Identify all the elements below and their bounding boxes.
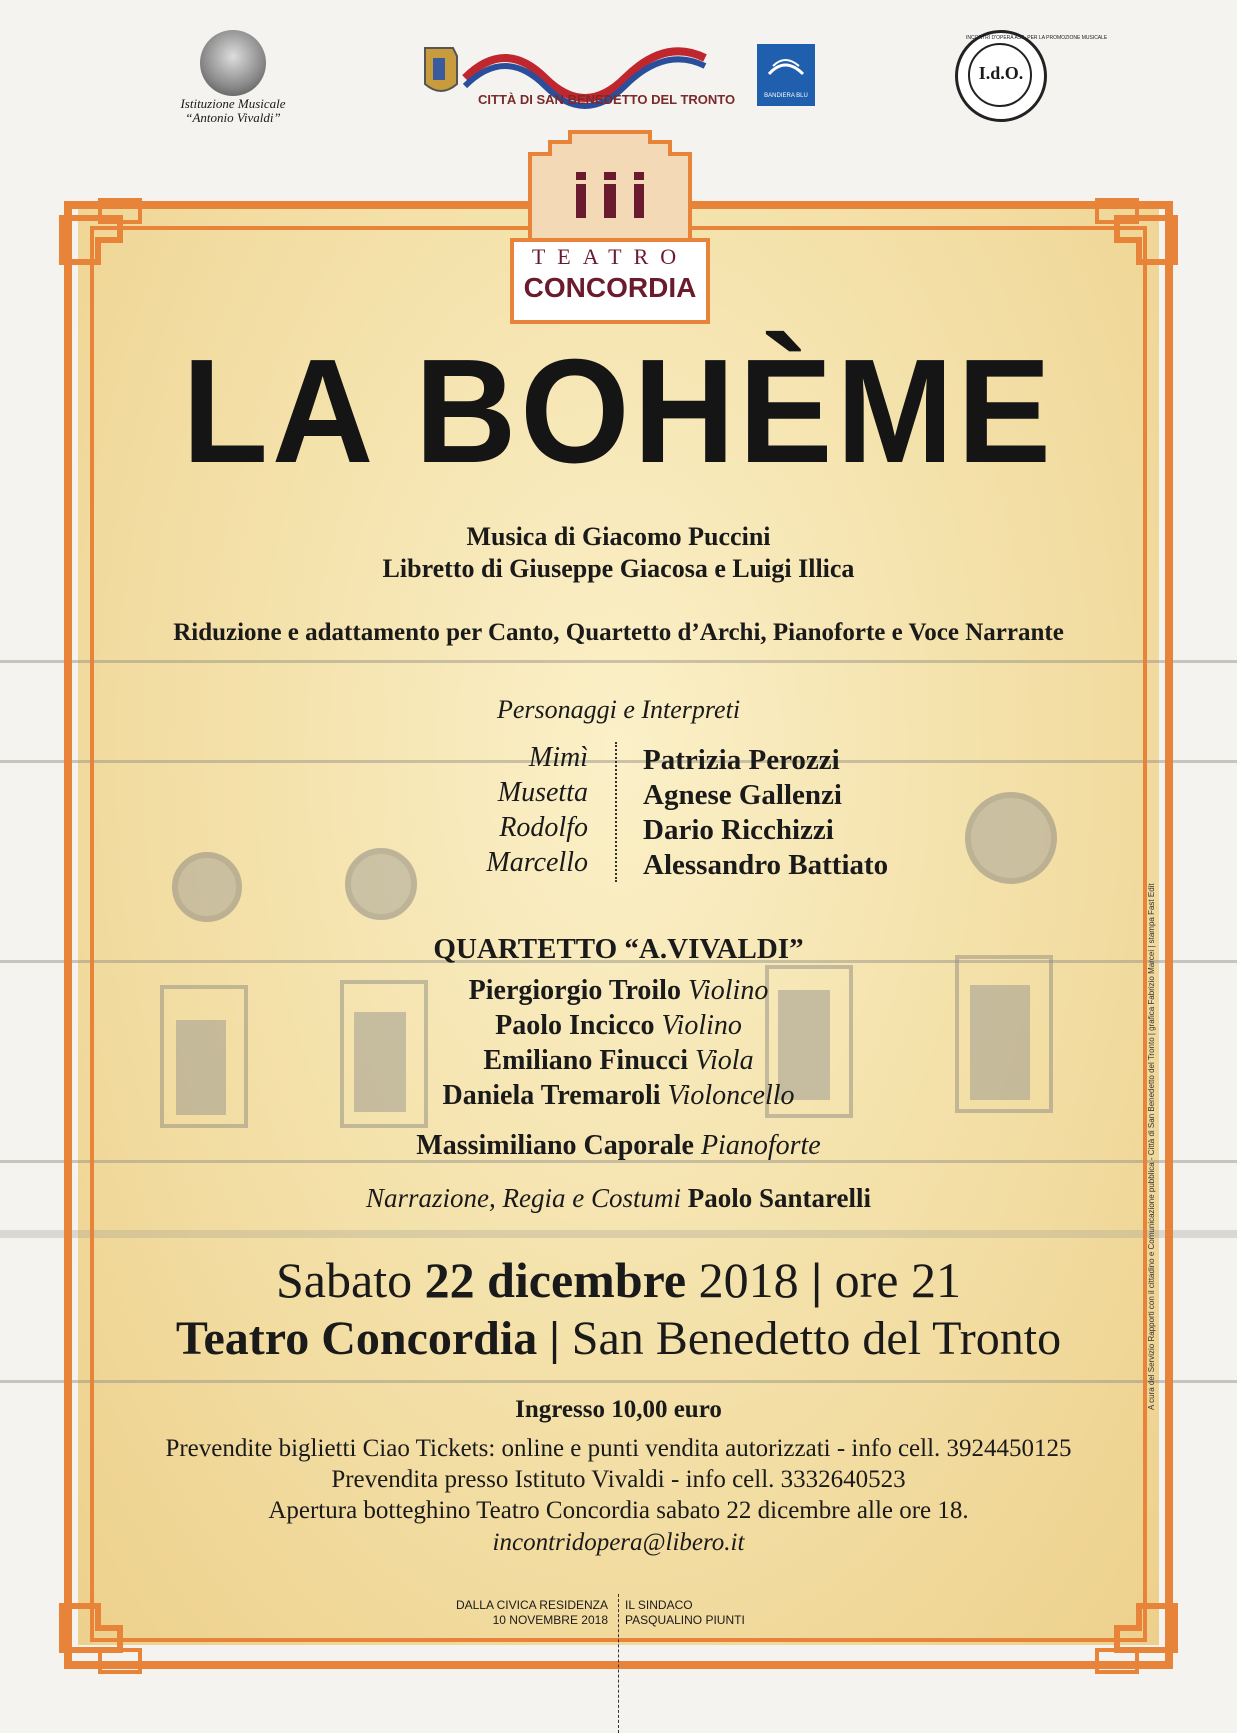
footer-left-line2: 10 NOVEMBRE 2018 [492,1613,608,1627]
contact-email[interactable]: incontridopera@libero.it [492,1529,745,1556]
venue-separator: | [549,1312,560,1365]
libretto-credit: Libretto di Giuseppe Giacosa e Luigi Illica [382,554,855,583]
event-venue [0,1310,1237,1368]
date-prefix: Sabato [276,1252,413,1308]
narration-line [0,1183,1237,1214]
quartet-member [0,975,1237,1007]
date-separator: | [811,1252,823,1308]
footer-right-line2: PASQUALINO PIUNTI [625,1613,745,1627]
pianist-line [0,1130,1237,1162]
pianist-name: Massimiliano Caporale [416,1130,694,1161]
vivaldi-portrait-icon [200,30,266,96]
cast-role: Mimì [528,742,588,773]
footer-left-line1: DALLA CIVICA RESIDENZA [455,1598,608,1612]
quartet-member-instrument: Violoncello [667,1080,795,1111]
info-line: Prevendita presso Istituto Vivaldi - info cell. 3332640523 [331,1466,906,1493]
ido-ring-text: INCONTRI D'OPERA ASS. PER LA PROMOZIONE MUSICALE [966,35,1108,41]
quartet-member-instrument: Violino [687,975,769,1006]
footer-right [625,1598,845,1628]
date-time: ore 21 [834,1252,961,1308]
blue-flag-badge [757,44,815,106]
quartet-heading: QUARTETTO “A.VIVALDI” [433,933,804,965]
footer-left [400,1598,608,1628]
footer-divider [618,1594,619,1733]
quartet-member-name: Daniela Tremaroli [442,1080,661,1111]
blue-flag-icon [757,44,815,88]
quartet-member-name: Paolo Incicco [495,1010,655,1041]
main-title: LA BOHÈME [182,329,1055,494]
quartet-member [0,1045,1237,1077]
venue-city: San Benedetto del Tronto [571,1312,1062,1365]
event-date [0,1250,1237,1310]
concordia-word: CONCORDIA [523,272,697,303]
info-line: Prevendite biglietti Ciao Tickets: online e punti vendita autorizzati - info cell. 3924450125 [165,1435,1072,1462]
cast-divider [615,742,617,882]
quartet-member-instrument: Violino [661,1010,742,1041]
reduction-line: Riduzione e adattamento per Canto, Quartetto d’Archi, Pianoforte e Voce Narrante [173,619,1064,646]
cast-role: Musetta [497,777,588,808]
info-line: Apertura botteghino Teatro Concordia sabato 22 dicembre alle ore 18. [268,1497,969,1524]
side-credit: A cura del Servizio Rapporti con il cittadino e Comunicazione pubblica - Città di San Benedetto del Tronto | grafica Fabrizio Marcei | stampa Fast Edit [1147,883,1156,1410]
ticket-price: Ingresso 10,00 euro [515,1396,722,1423]
blue-flag-label: BANDIERA BLU [764,93,808,99]
narration-label: Narrazione, Regia e Costumi [365,1183,681,1213]
ido-logo-text: I.d.O. [978,63,1024,83]
date-day: 22 dicembre [424,1252,687,1308]
narration-name: Paolo Santarelli [687,1183,871,1213]
footer-right-line1: IL SINDACO [625,1598,693,1612]
venue-name: Teatro Concordia [175,1312,538,1365]
quartet-member-instrument: Viola [694,1045,754,1076]
teatro-word: TEATRO [531,244,689,269]
vivaldi-logo-line1: Istituzione Musicale [180,96,286,111]
pianist-instrument: Pianoforte [700,1130,821,1161]
cast-performer: Patrizia Perozzi [643,744,840,776]
cast-performer: Dario Ricchizzi [643,814,834,846]
quartet-member [0,1080,1237,1112]
music-credit: Musica di Giacomo Puccini [466,522,771,551]
ido-logo [955,30,1108,122]
quartet-member-name: Piergiorgio Troilo [468,975,681,1006]
cast-performer: Agnese Gallenzi [643,779,842,811]
cast-heading: Personaggi e Interpreti [496,695,741,724]
quartet-member [0,1010,1237,1042]
quartet-member-name: Emiliano Finucci [483,1045,688,1076]
city-name: CITTÀ DI SAN BENEDETTO DEL TRONTO [478,92,736,107]
vivaldi-logo-line2: “Antonio Vivaldi” [185,110,281,125]
cast-role: Marcello [486,847,588,878]
cast-performer: Alessandro Battiato [643,849,889,881]
cast-role: Rodolfo [499,812,588,843]
date-year: 2018 [698,1252,799,1308]
